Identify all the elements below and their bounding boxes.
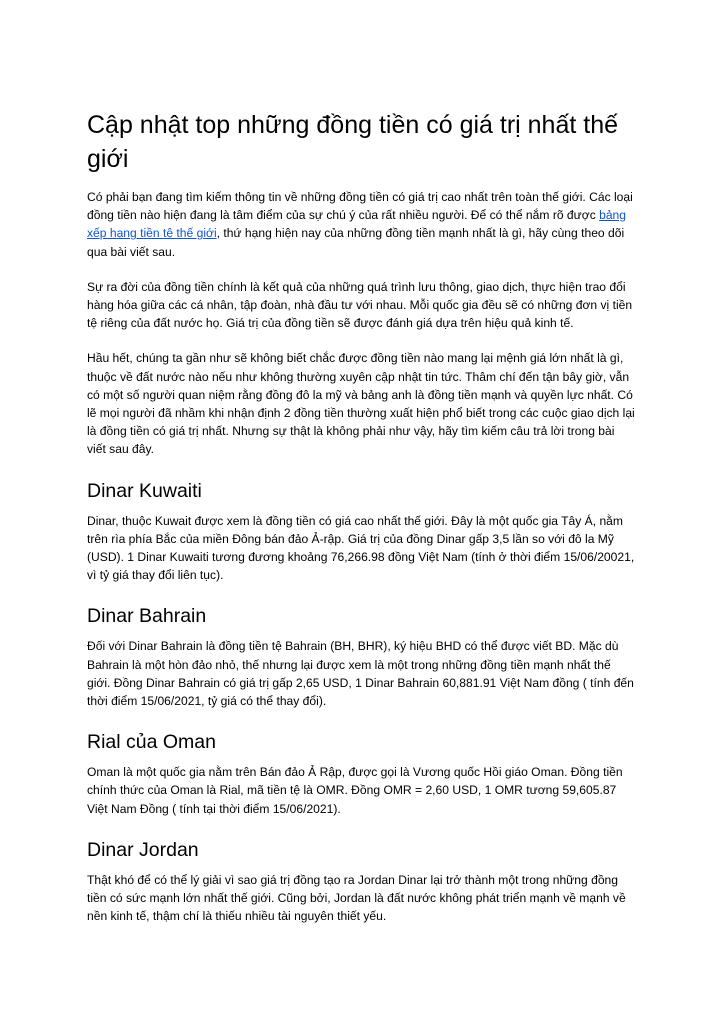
section-heading-jordan: Dinar Jordan — [87, 838, 199, 861]
section-body-bahrain: Đối với Dinar Bahrain là đồng tiền tệ Bahrain (BH, BHR), ký hiệu BHD có thể được viết BD. Mặc dù Bahrain là một hòn đảo nhỏ, thế nhưng lại được xem là một trong những đồng tiền mạnh nhất thế giới. Đồng Dinar Bahrain có giá trị gấp 2,65 USD, 1 Dinar Bahrain 60,881.91 Việt Nam đồng ( tính đến thời điểm 15/06/2021, tỷ giá có thể thay đổi). — [87, 639, 634, 709]
intro-paragraph-1 — [87, 188, 635, 261]
section-body-oman: Oman là một quốc gia nằm trên Bán đảo Ả Rập, được gọi là Vương quốc Hồi giáo Oman. Đồng tiền chính thức của Oman là Rial, mã tiền tệ là OMR. Đồng OMR = 2,60 USD, 1 OMR tương 59,605.87 Việt Nam Đồng ( tính tại thời điểm 15/06/2021). — [87, 765, 623, 816]
section-body-jordan: Thật khó để có thể lý giải vì sao giá trị đồng tạo ra Jordan Dinar lại trở thành một trong những đồng tiền có sức mạnh lớn nhất thế giới. Cũng bởi, Jordan là đất nước không phát triển mạnh về mạnh về nền kinh tế, thậm chí là thiếu nhiều tài nguyên thiết yếu. — [87, 872, 626, 924]
section-heading-bahrain: Dinar Bahrain — [87, 605, 207, 628]
document-page — [87, 108, 635, 944]
section-body-kuwaiti: Dinar, thuộc Kuwait được xem là đồng tiền có giá cao nhất thế giới. Đây là một quốc gia Tây Á, nằm trên rìa phía Bắc của miền Đông bán đảo Ả-rập. Giá trị của đồng Dinar gấp 3,5 lần so với đô la Mỹ (USD). 1 Dinar Kuwaiti tương đương khoảng 76,266.98 đồng Việt Nam (tính ở thời điểm 15/06/20021, vì tỷ giá thay đổi liên tục). — [87, 513, 635, 583]
currency-ranking-link[interactable]: bảng xếp hạng tiền tệ thế giới — [87, 208, 627, 241]
section-heading-oman: Rial của Oman — [87, 731, 216, 754]
section-heading-kuwaiti: Dinar Kuwaiti — [87, 479, 202, 502]
intro-paragraph-3: Hầu hết, chúng ta gần như sẽ không biết chắc được đồng tiền nào mang lại mệnh giá lớn nhất là gì, thuộc về đất nước nào nếu như không thường xuyên cập nhật tin tức. Thâm chí đến tận bây giờ, vẫn có một số người quan niệm rằng đồng đô la mỹ và bảng anh là đồng tiền mạnh và quyền lực nhất. Có lẽ mọi người đã nhầm khi nhận định 2 đồng tiền thường xuất hiện phổ biết trong các cuộc giao dịch lại là đồng tiền có giá trị nhất. Nhưng sự thật là không phải như vậy, hãy tìm kiếm câu trả lời trong bài viết sau đây. — [87, 351, 635, 457]
intro-text-before-link: Có phải bạn đang tìm kiếm thông tin về những đồng tiền có giá trị cao nhất trên toàn thế giới. Các loại đồng tiền nào hiện đang là tâm điểm của sự chú ý của rất nhiều người. Để có thể nắm rõ được — [87, 190, 633, 223]
page-title: Cập nhật top những đồng tiền có giá trị nhất thế giới — [87, 111, 619, 173]
intro-paragraph-2: Sự ra đời của đồng tiền chính là kết quả của những quá trình lưu thông, giao dịch, thực hiện trao đổi hàng hóa giữa các cá nhân, tập đoàn, nhà đầu tư với nhau. Mỗi quốc gia đều sẽ có những đơn vị tiền tệ riêng của đất nước họ. Giá trị của đồng tiền sẽ được đánh giá dựa trên hiệu quả kinh tế. — [87, 279, 633, 331]
intro-text-after-link: , thứ hạng hiện nay của những đồng tiền mạnh nhất là gì, hãy cùng theo dõi qua bài viết sau. — [87, 226, 625, 259]
